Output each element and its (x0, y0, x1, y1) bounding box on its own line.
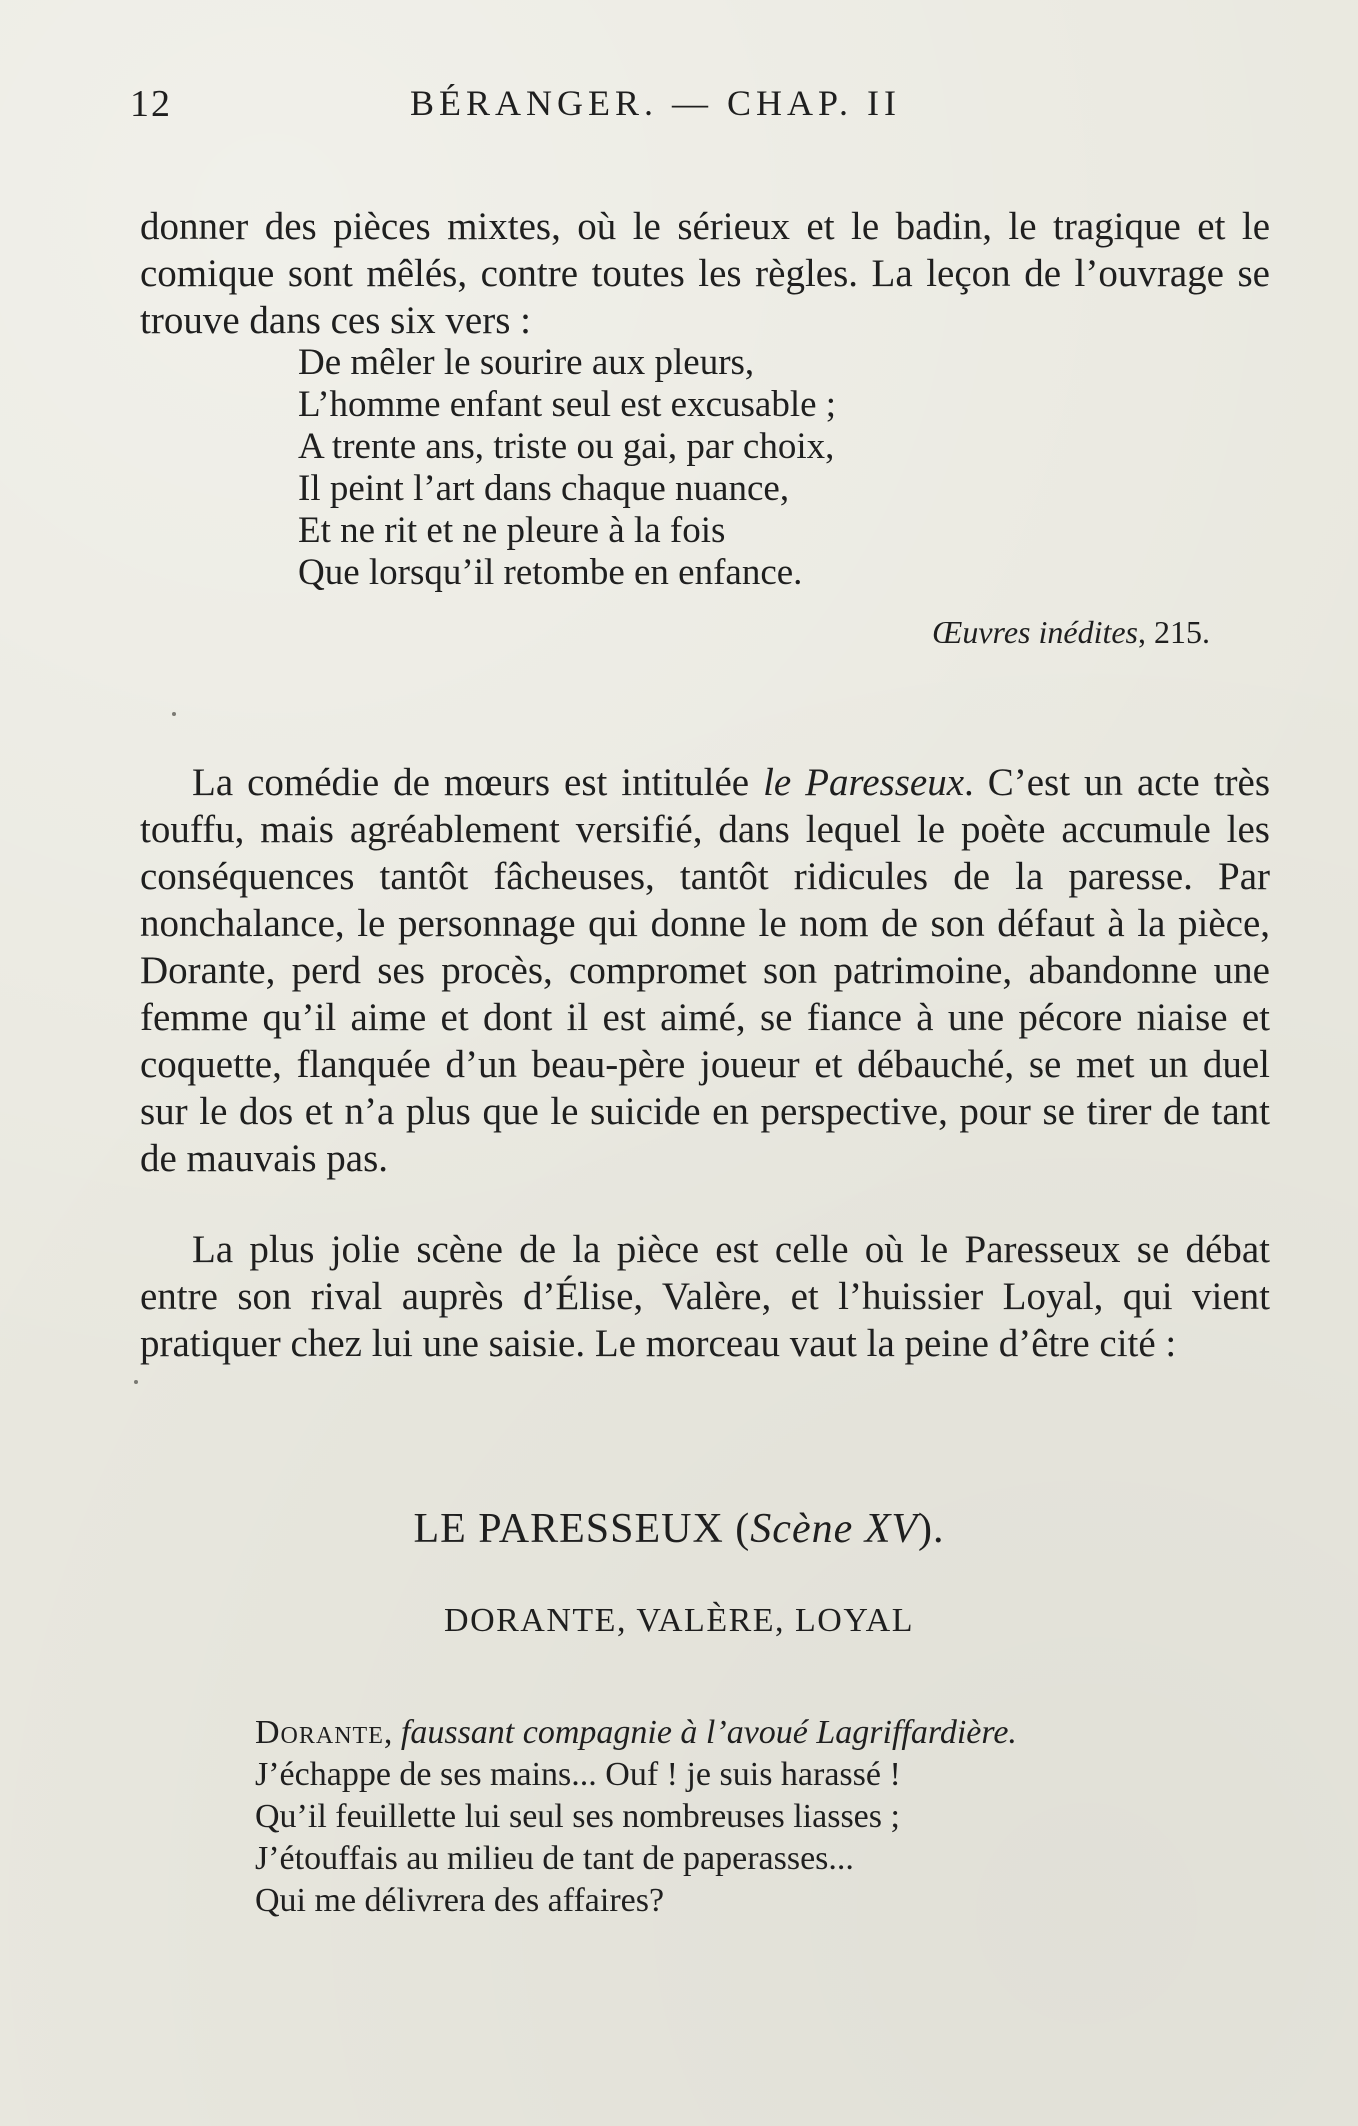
citation-title: Œuvres inédites (932, 614, 1138, 650)
paragraph-2-rest: . C’est un acte très touffu, mais agréablement versifié, dans lequel le poète accumule les conséquences tantôt fâcheuses, tantôt ridicules de la paresse. Par nonchalance, le personnage qui donne le nom de son défaut à la pièce, Dorante, perd ses procès, compromet son patrimoine, abandonne une femme qu’il aime et dont il est aimé, se fiance à une pécore niaise et coquette, flanquée d’un beau-père joueur et débauché, se met un duel sur le dos et n’a plus que le suicide en perspective, pour se tirer de tant de mauvais pas. (140, 761, 1271, 1180)
verse-quote (298, 342, 998, 594)
verse-line: De mêler le sourire aux pleurs, (298, 342, 755, 383)
dialogue-line: Qui me délivrera des affaires? (255, 1882, 665, 1919)
dialogue-line: J’étouffais au milieu de tant de paperasses... (255, 1840, 854, 1877)
verse-line: Que lorsqu’il retombe en enfance. (298, 552, 803, 593)
citation-page: , 215. (1138, 614, 1210, 650)
dialogue-line: J’échappe de ses mains... Ouf ! je suis harassé ! (255, 1756, 901, 1793)
paragraph-3: La plus jolie scène de la pièce est celle où le Paresseux se débat entre son rival auprès d’Élise, Valère, et l’huissier Loyal, qui vient pratiquer chez lui une saisie. Le morceau vaut la peine d’être cité : (140, 1228, 1270, 1365)
scene-title-scene: Scène XV (750, 1506, 919, 1552)
verse-line: A trente ans, triste ou gai, par choix, (298, 426, 835, 467)
scene-title-close: ). (918, 1506, 945, 1552)
paragraph-2-start: La comédie de mœurs est intitulée (192, 761, 764, 804)
paragraph-2 (140, 759, 1270, 1182)
verse-citation (810, 614, 1210, 651)
scene-title-main: LE PARESSEUX ( (413, 1506, 751, 1552)
verse-line: L’homme enfant seul est excusable ; (298, 384, 837, 425)
paper-speck (172, 712, 176, 716)
speaker-name: Dorante (255, 1714, 384, 1751)
running-head: BÉRANGER. — CHAP. II (410, 83, 902, 123)
play-title: le Paresseux (763, 761, 965, 804)
scene-characters: DORANTE, VALÈRE, LOYAL (444, 1602, 914, 1639)
verse-line: Et ne rit et ne pleure à la fois (298, 510, 726, 551)
verse-line: Il peint l’art dans chaque nuance, (298, 468, 790, 509)
scene-title (0, 1505, 1358, 1553)
speaker-line: Dorante, faussant compagnie à l’avoué Lagriffardière. (255, 1714, 1017, 1751)
paper-speck (134, 1380, 138, 1384)
page-number: 12 (130, 83, 172, 125)
dialogue-block (255, 1712, 1255, 1922)
paragraph-1: donner des pièces mixtes, où le sérieux et le badin, le tragique et le comique sont mêlés, contre toutes les règles. La leçon de l’ouvrage se trouve dans ces six vers : (140, 205, 1270, 342)
dialogue-line: Qu’il feuillette lui seul ses nombreuses liasses ; (255, 1798, 900, 1835)
stage-direction: faussant compagnie à l’avoué Lagriffardière. (400, 1714, 1017, 1751)
page-header (130, 82, 1270, 132)
